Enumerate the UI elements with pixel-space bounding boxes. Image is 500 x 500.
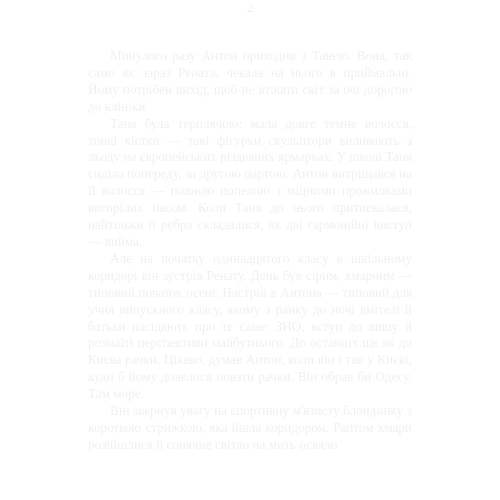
page-number-top: 2: [246, 0, 254, 15]
paragraph-3: Але на початку одинадцятого класу в шкільному коридорі він зустрів Ренату. День був сірим, хмарним — типовий початок осені. Настрій в Антона — типовий для учня випускного класу, якому з ранку до ночі вмітелі й батьки насідають про те саме: ЗНО, вступ до вишу й розмаїті перспективи майбутнього. До останніх ще як до Києва рачки. Цікаво, думав Антон, коли він і так у Києві, куди б йому довелося повзти рачки. Він обрав би Одесу. Там море.: [88, 250, 412, 402]
body-text: [88, 48, 412, 454]
paragraph-2: Таня була терплячою: мала довге темне волосся, тонкі кістки — такі фігурки скульптори виливають з льоду на європейських різдвяних ярмарках. У школі Таня сиділа попереду, за другою партою. Антон витріщався на її волосся — повною попелою з міцними прожилками вигорілих пасом. Коли Таня до нього притискалася, найтільки її ребра складалися, як дві гармонійні виступ — вийма.: [88, 115, 412, 249]
paragraph-1: Минулого разу Антон приходив з Танею. Вона, так само як зараз Рената, чекала на нього в приймальні. Йому потрібен вихід, щоб не втікати світ за очі дорогою до клініки.: [88, 48, 412, 114]
paragraph-4: Він звернув увагу на спортивну м'язисту блондинку з короткою стрижкою, яка йшла коридором. Раптом хмари розійшлися й сонячне світло на мить осяяло: [88, 403, 412, 452]
